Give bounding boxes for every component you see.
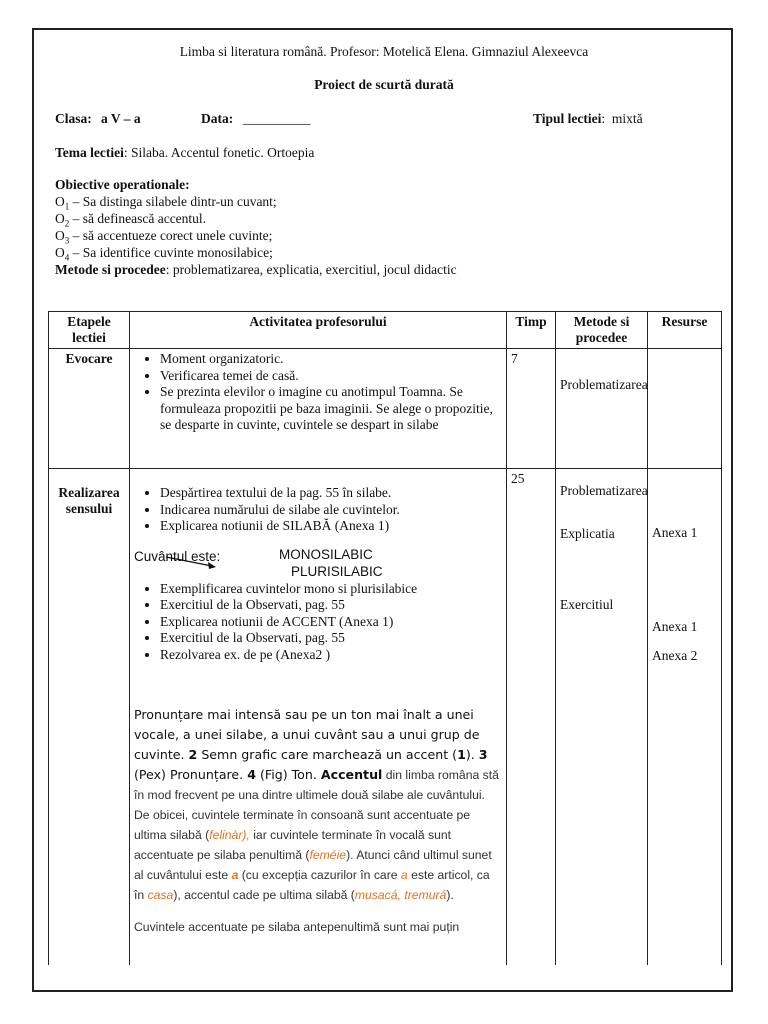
lesson-table bbox=[48, 311, 722, 965]
methods-line bbox=[55, 262, 457, 278]
methods-value: : problematizarea, explicatia, exercitiul, jocul didactic bbox=[165, 262, 457, 277]
tipul-value: mixtă bbox=[611, 111, 643, 126]
list-item: • Verificarea temei de casă. bbox=[160, 368, 502, 385]
method-exercitiul: Exercitiul bbox=[560, 597, 614, 612]
stage-evocare: Evocare bbox=[49, 349, 130, 469]
resources-evocare bbox=[648, 349, 722, 469]
header-timp: Timp bbox=[507, 312, 556, 349]
tema-lectiei: Tema lectiei: Silaba. Accentul fonetic. Ortoepia bbox=[55, 145, 315, 160]
time-realizarea: 25 bbox=[507, 469, 556, 965]
list-item: • Explicarea notiunii de ACCENT (Anexa 1) bbox=[160, 614, 502, 631]
methods-label: Metode si procedee bbox=[55, 262, 166, 277]
data-label: Data: bbox=[201, 111, 234, 126]
header-activitatea: Activitatea profesorului bbox=[130, 312, 507, 349]
tipul-lectiei: Tipul lectiei: mixtă bbox=[533, 111, 643, 126]
list-item: • Explicarea notiunii de SILABĂ (Anexa 1) bbox=[160, 518, 502, 535]
document-subtitle: Limba si literatura română. Profesor: Motelică Elena. Gimnaziul Alexeevca bbox=[179, 44, 589, 59]
method-explicatia: Explicatia bbox=[560, 526, 615, 541]
table-header-row bbox=[49, 312, 722, 349]
list-item: • Exemplificarea cuvintelor mono si plurisilabice bbox=[160, 581, 502, 598]
methods-realizarea bbox=[556, 469, 648, 965]
list-item: • Despărtirea textului de la pag. 55 în silabe. bbox=[160, 485, 502, 502]
resource-anexa-1-second: Anexa 1 bbox=[652, 619, 698, 634]
monosilabic-label: MONOSILABIC bbox=[279, 546, 373, 562]
header-resurse: Resurse bbox=[648, 312, 722, 349]
header-metode: Metode si procedee bbox=[556, 312, 648, 349]
objective-3: $O_3$ – să accentueze corect unele cuvinte; bbox=[55, 228, 273, 246]
clasa-value: a V – a bbox=[101, 111, 141, 126]
cuvantul-block bbox=[134, 543, 502, 581]
method-problematizarea: Problematizarea bbox=[560, 483, 648, 498]
objectives-heading: Obiective operationale: bbox=[55, 177, 190, 192]
list-item: • Moment organizatoric. bbox=[160, 351, 502, 368]
objective-4: $O_4$ – Sa identifice cuvinte monosilabice; bbox=[55, 245, 273, 263]
accent-definition-continued: Cuvintele accentuate pe silaba antepenultimă sunt mai puțin bbox=[134, 920, 460, 934]
list-item: • Rezolvarea ex. de pe (Anexa2 ) bbox=[160, 647, 502, 664]
activities-evocare bbox=[130, 349, 507, 469]
list-item: • Exercitiul de la Observati, pag. 55 bbox=[160, 630, 502, 647]
tema-label: Tema lectiei bbox=[55, 145, 124, 160]
data-value: __________ bbox=[243, 111, 311, 126]
stage-realizarea: Realizarea sensului bbox=[49, 469, 130, 965]
objective-1: $O_1$ – Sa distinga silabele dintr-un cuvant; bbox=[55, 194, 277, 212]
arrow-right-icon bbox=[164, 555, 219, 571]
header-etapele: Etapele lectiei bbox=[49, 312, 130, 349]
resource-anexa-1: Anexa 1 bbox=[652, 525, 698, 540]
plurisilabic-label: PLURISILABIC bbox=[291, 563, 383, 579]
clasa-label: Clasa: bbox=[55, 111, 92, 126]
resource-anexa-2: Anexa 2 bbox=[652, 648, 698, 663]
list-item: • Se prezinta elevilor o imagine cu anotimpul Toamna. Se formuleaza propozitii pe baza imaginii. Se alege o propozitie, se desparte in cuvinte, cuvintele se despart in silabe bbox=[160, 384, 502, 434]
cuvantul-label: Cuvântul este: bbox=[134, 548, 221, 564]
tema-value: Silaba. Accentul fonetic. Ortoepia bbox=[131, 145, 315, 160]
table-row-realizarea bbox=[49, 469, 722, 965]
document-title: Proiect de scurtă durată bbox=[314, 77, 454, 92]
tipul-label: Tipul lectiei bbox=[533, 111, 602, 126]
activities-realizarea bbox=[130, 469, 507, 965]
table-row-evocare bbox=[49, 349, 722, 469]
list-item: • Indicarea numărului de silabe ale cuvintelor. bbox=[160, 502, 502, 519]
objective-2: $O_2$ – să definească accentul. bbox=[55, 211, 207, 229]
accent-definition: Pronunțare mai intensă sau pe un ton mai înalt a unei vocale, a unei silabe, a unui cuvânt sau a unui grup de cuvinte. 2 Semn grafic care marchează un accent (1). 3 (Pex) Pronunțare. 4 (Fig) Ton. Accentul din limba româna stă în mod frecvent pe una dintre ultimele două silabe ale cuvântului. De obicei, cuvintele terminate în consoană sunt accentuate pe ultima silabă (felinàr), iar cuvintele terminate în vocală sunt accentuate pe silaba penultimă (feméie). Atunci când ultimul sunet al cuvântului este a (cu excepția cazurilor în care a este articol, ca în casa), accentul cade pe ultima silabă (musacá, tremurá). bbox=[134, 707, 499, 902]
list-item: • Exercitiul de la Observati, pag. 55 bbox=[160, 597, 502, 614]
resources-realizarea bbox=[648, 469, 722, 965]
time-evocare: 7 bbox=[507, 349, 556, 469]
method-evocare: Problematizarea bbox=[556, 349, 648, 469]
